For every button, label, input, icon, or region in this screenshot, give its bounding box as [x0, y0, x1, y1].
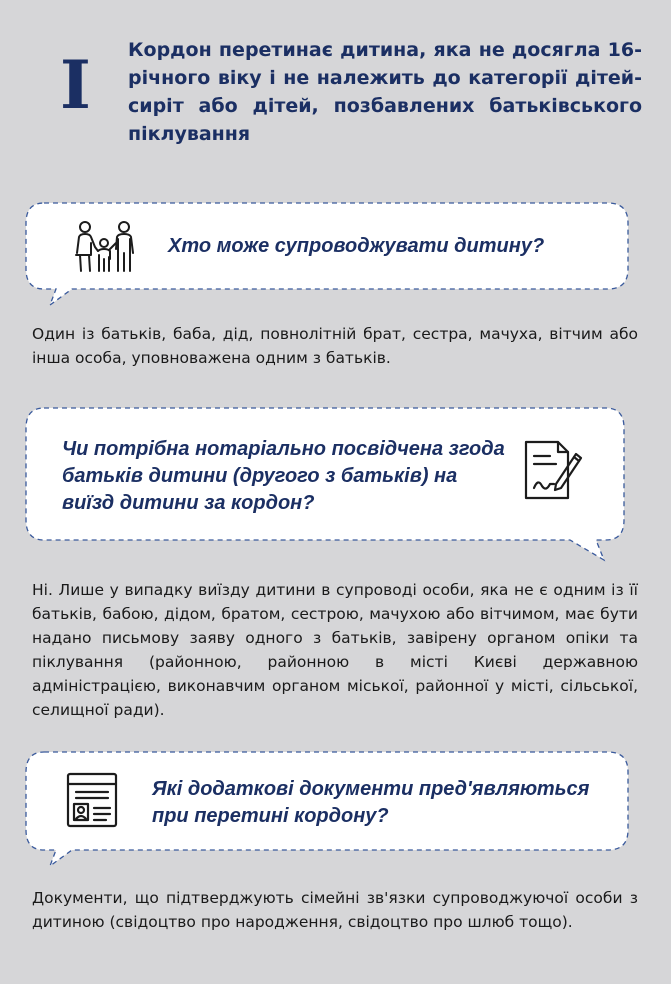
question-3: Які додаткові документи пред'являються при перетині кордону? [152, 778, 590, 827]
signed-document-icon [522, 440, 584, 502]
id-document-icon [66, 772, 118, 828]
answer-3: Документи, що підтверджують сімейні зв'язки супроводжуючої особи з дитиною (свідоцтво про народження, свідоцтво про шлюб тощо). [32, 889, 638, 931]
family-icon [72, 219, 138, 273]
question-2: Чи потрібна нотаріально посвідчена згода батьків дитини (другого з батьків) на виїзд дитини за кордон? [62, 438, 505, 514]
question-1: Хто може супроводжувати дитину? [168, 235, 545, 257]
section-numeral: I [60, 46, 91, 124]
section-title: Кордон перетинає дитина, яка не досягла 16-річного віку і не належить до категорії дітей-сиріт або дітей, позбавлених батьківського піклування [128, 39, 642, 145]
answer-1: Один із батьків, баба, дід, повнолітній брат, сестра, мачуха, вітчим або інша особа, уповноважена одним з батьків. [32, 325, 638, 367]
answer-2: Ні. Лише у випадку виїзду дитини в супроводі особи, яка не є одним із її батьків, бабою, дідом, братом, сестрою, мачухою або вітчимом, має бути надано письмову заяву одного з батьків, завірену органом опіки та піклування (районною, районною в місті Києві державною адміністрацією, виконавчим органом міської, районної у місті, сільської, селищної ради). [32, 581, 638, 719]
